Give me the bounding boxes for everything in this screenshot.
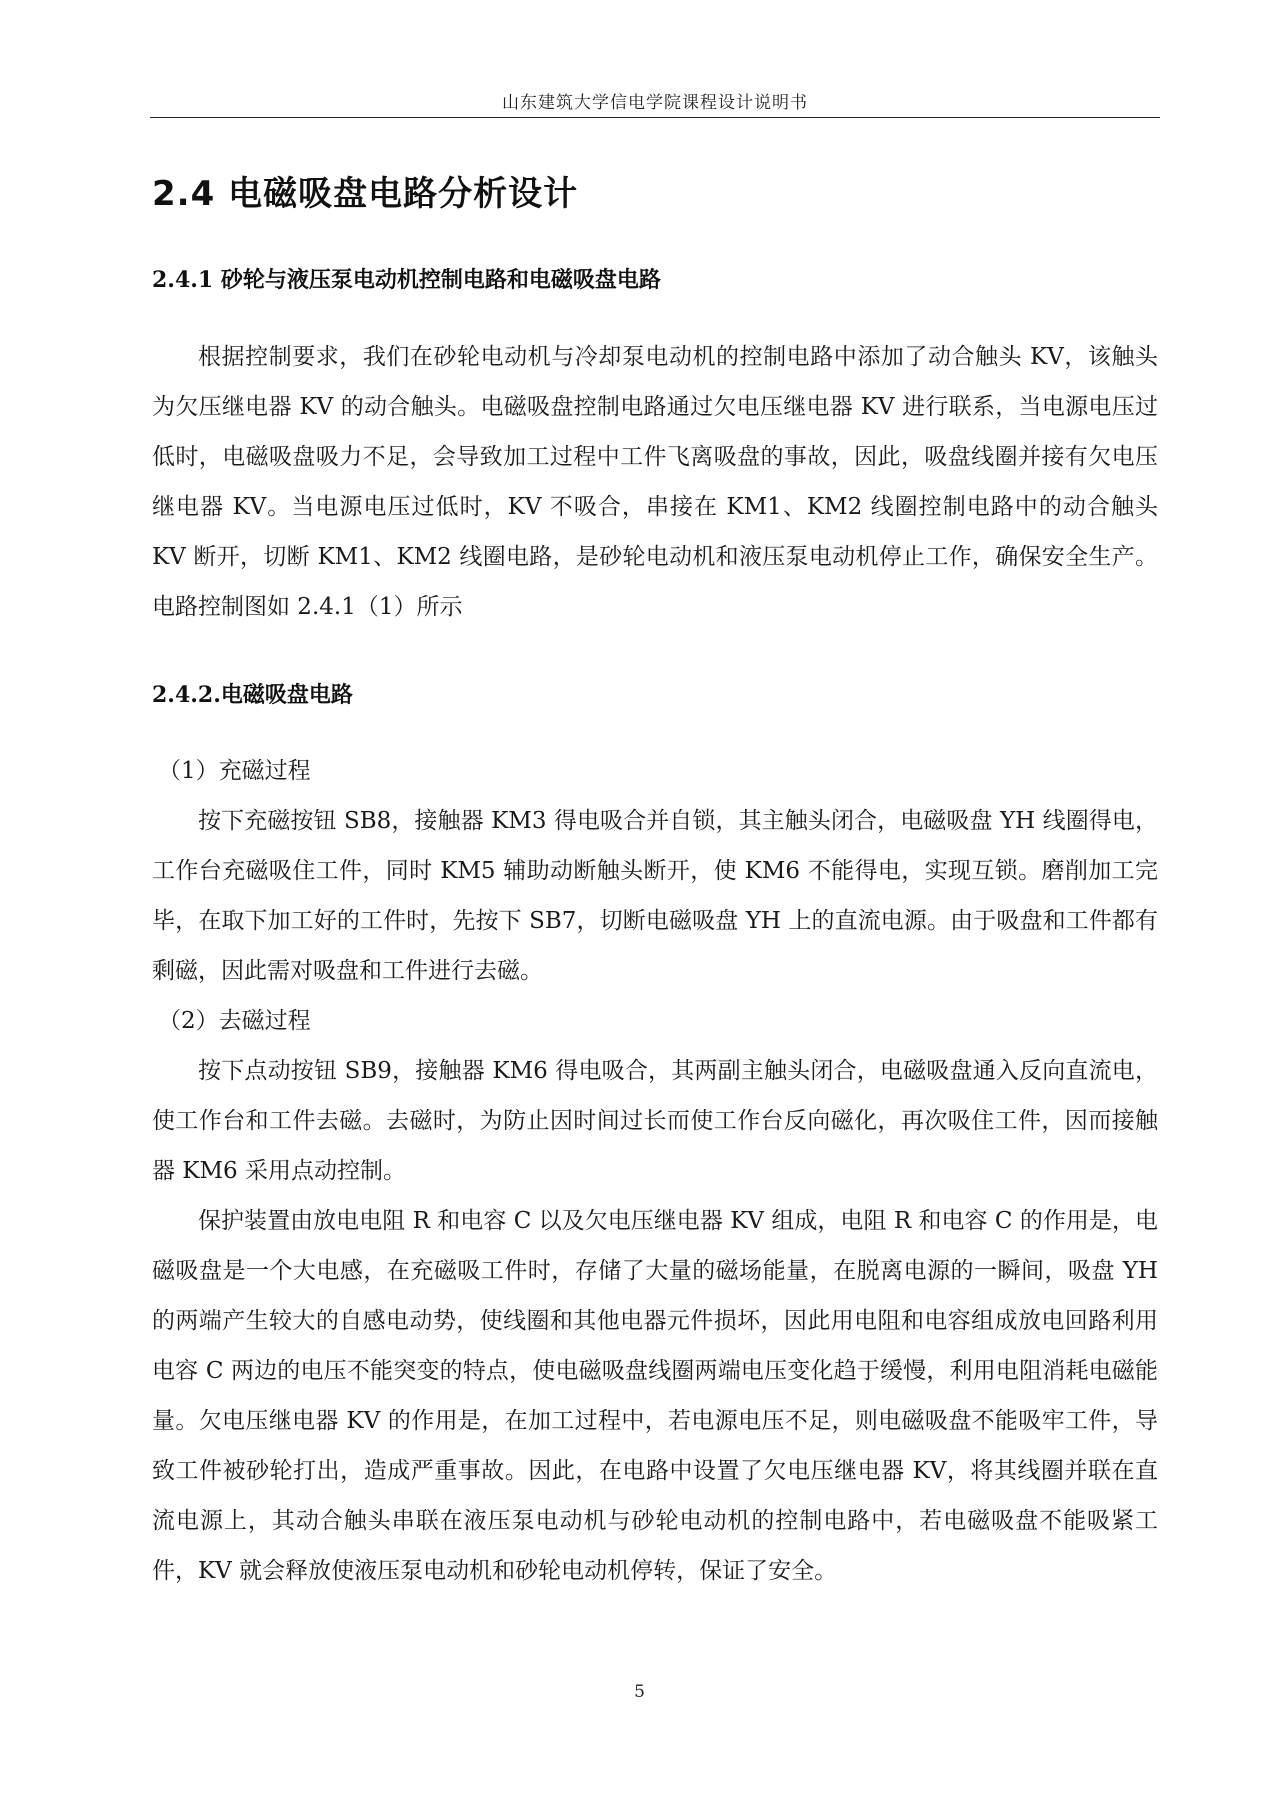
list-label-magnetizing: （1）充磁过程 bbox=[158, 758, 311, 784]
paragraph-demagnetizing: 按下点动按钮 SB9，接触器 KM6 得电吸合，其两副主触头闭合，电磁吸盘通入反向直流电，使工作台和工件去磁。去磁时，为防止因时间过长而使工作台反向磁化，再次吸住工件，因而接触器 KM6 采用点动控制。 bbox=[152, 1058, 1158, 1184]
paragraph-protection: 保护装置由放电电阻 R 和电容 C 以及欠电压继电器 KV 组成，电阻 R 和电容 C 的作用是，电磁吸盘是一个大电感，在充磁吸工件时，存储了大量的磁场能量，在脱离电源的一瞬间，吸盘 YH 的两端产生较大的自感电动势，使线圈和其他电器元件损坏，因此用电阻和电容组成放电回路利用电容 C 两边的电压不能突变的特点，使电磁吸盘线圈两端电压变化趋于缓慢，利用电阻消耗电磁能量。欠电压继电器 KV 的作用是，在加工过程中，若电源电压不足，则电磁吸盘不能吸牢工件，导致工件被砂轮打出，造成严重事故。因此，在电路中设置了欠电压继电器 KV，将其线圈并联在直流电源上，其动合触头串联在液压泵电动机与砂轮电动机的控制电路中，若电磁吸盘不能吸紧工件，KV 就会释放使液压泵电动机和砂轮电动机停转，保证了安全。 bbox=[152, 1208, 1158, 1584]
paragraph-magnetizing: 按下充磁按钮 SB8，接触器 KM3 得电吸合并自锁，其主触头闭合，电磁吸盘 YH 线圈得电，工作台充磁吸住工件，同时 KM5 辅助动断触头断开，使 KM6 不能得电，实现互锁。磨削加工完毕，在取下加工好的工件时，先按下 SB7，切断电磁吸盘 YH 上的直流电源。由于吸盘和工件都有剩磁，因此需对吸盘和工件进行去磁。 bbox=[152, 808, 1158, 984]
header-rule bbox=[150, 117, 1160, 118]
running-header: 山东建筑大学信电学院课程设计说明书 bbox=[502, 93, 808, 113]
paragraph-control-requirements: 根据控制要求，我们在砂轮电动机与冷却泵电动机的控制电路中添加了动合触头 KV，该触头为欠压继电器 KV 的动合触头。电磁吸盘控制电路通过欠电压继电器 KV 进行联系，当电源电压过低时，电磁吸盘吸力不足，会导致加工过程中工件飞离吸盘的事故，因此，吸盘线圈并接有欠电压继电器 KV。当电源电压过低时，KV 不吸合，串接在 KM1、KM2 线圈控制电路中的动合触头 KV 断开，切断 KM1、KM2 线圈电路，是砂轮电动机和液压泵电动机停止工作，确保安全生产。电路控制图如 2.4.1（1）所示 bbox=[152, 344, 1158, 620]
subsection-title-2-4-1: 2.4.1 砂轮与液压泵电动机控制电路和电磁吸盘电路 bbox=[152, 267, 661, 293]
page-number: 5 bbox=[634, 1682, 645, 1702]
list-label-demagnetizing: （2）去磁过程 bbox=[158, 1008, 311, 1034]
subsection-title-2-4-2: 2.4.2.电磁吸盘电路 bbox=[152, 682, 353, 708]
section-title: 2.4 电磁吸盘电路分析设计 bbox=[152, 174, 579, 214]
